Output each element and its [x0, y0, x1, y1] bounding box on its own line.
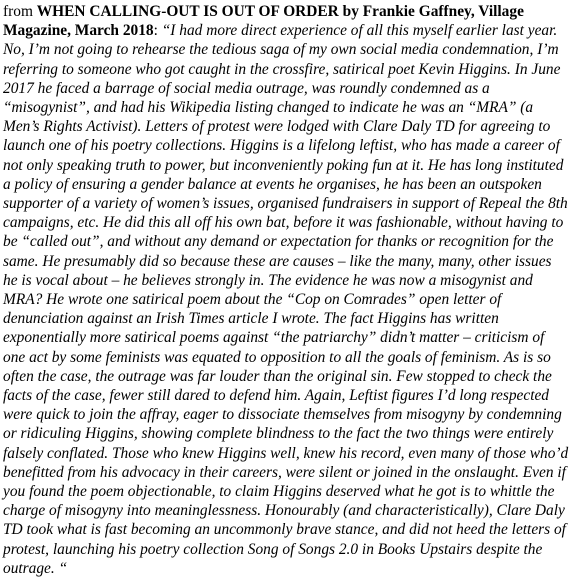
quoted-passage: “I had more direct experience of all this myself earlier last year. No, I’m not going to rehearse the tedious saga of my own social media condemnation, I’m referring to someone who got caught in the crossfire, satirical poet Kevin Higgins. In June 2017 he faced a barrage of social media outrage, was roundly condemned as a “misogynist”, and had his Wikipedia listing changed to indicate he was an “MRA” (a Men’s Rights Activist). Letters of protest were lodged with Clare Daly TD for agreeing to launch one of his poetry collections. Higgins is a lifelong leftist, who has made a career of not only speaking truth to power, but inconveniently poking fun at it. He has long instituted a policy of ensuring a gender balance at events he organises, he has been an outspoken supporter of a variety of women’s issues, organised fundraisers in support of Repeal the 8th campaigns, etc. He did this all off his own bat, before it was fashionable, without having to be “called out”, and without any demand or expectation for thanks or recognition for the same. He presumably did so because these are causes – like the many, many, other issues he is vocal about – he believes strongly in. The evidence he was now a misogynist and MRA? He wrote one satirical poem about the “Cop on Comrades” open letter of denunciation against an Irish Times article I wrote. The fact Higgins has written exponentially more satirical poems against “the patriarchy” didn’t matter – criticism of one act by some feminists was equated to opposition to all the goals of feminism. As is so often the case, the outrage was far louder than the original sin. Few stopped to check the facts of the case, fewer still dared to defend him. Again, Leftist figures I’d long respected were quick to join the affray, eager to dissociate themselves from misogyny by condemning or ridiculing Higgins, showing complete blindness to the fact the two things were entirely falsely conflated. Those who knew Higgins well, knew his record, even many of those who’d benefitted from his advocacy in their careers, were silent or joined in the onslaught. Even if you found the poem objectionable, to claim Higgins deserved what he got is to whittle the charge of misogyny into meaninglessness. Honourably (and characteristically), Clare Daly TD took what is fast becoming an uncommonly brave stance, and did not heed the letters of protest, launching his poetry collection Song of Songs 2.0 in Books Upstairs despite the outrage. “	[3, 22, 569, 577]
citation-separator: :	[153, 22, 162, 40]
citation-prefix: from	[3, 3, 37, 20]
source-title: WHEN CALLING-OUT IS OUT OF ORDER by Frankie Gaffney, Village Magazine, March 2018	[3, 3, 524, 40]
